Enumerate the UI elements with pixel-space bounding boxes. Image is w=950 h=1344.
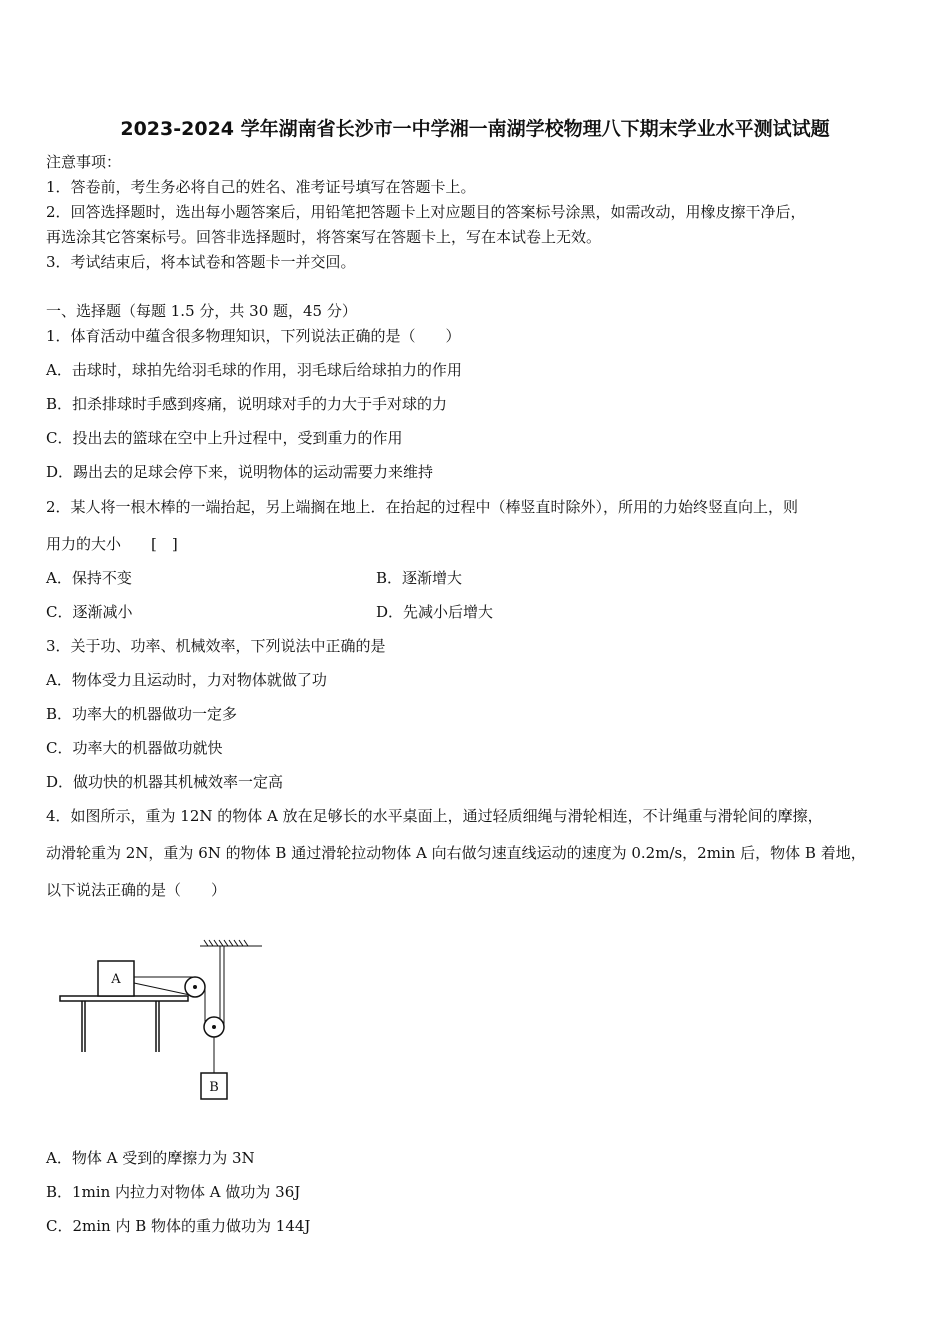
q1-stem: 1．体育活动中蕴含很多物理知识，下列说法正确的是（ ） — [46, 327, 461, 345]
q2-option-d: D．先减小后增大 — [376, 603, 494, 621]
q1-option-c: C．投出去的篮球在空中上升过程中，受到重力的作用 — [46, 429, 403, 447]
q1-option-d: D．踢出去的足球会停下来，说明物体的运动需要力来维持 — [46, 463, 434, 481]
q3-stem: 3．关于功、功率、机械效率，下列说法中正确的是 — [46, 637, 386, 655]
q4-stem-line1: 4．如图所示，重为 12N 的物体 A 放在足够长的水平桌面上，通过轻质细绳与滑轮相连，不计绳重与滑轮间的摩擦， — [46, 807, 823, 825]
notice-item: 3．考试结束后，将本试卷和答题卡一并交回。 — [46, 253, 356, 271]
q2-stem-line2: 用力的大小 [ ] — [46, 535, 178, 553]
block-a-label: A — [111, 972, 121, 987]
q1-option-a: A．击球时，球拍先给羽毛球的作用，羽毛球后给球拍力的作用 — [46, 361, 462, 379]
q4-option-b: B．1min 内拉力对物体 A 做功为 36J — [46, 1183, 301, 1201]
q3-option-d: D．做功快的机器其机械效率一定高 — [46, 773, 284, 791]
page-title: 2023-2024 学年湖南省长沙市一中学湘一南湖学校物理八下期末学业水平测试试题 — [120, 118, 830, 140]
table — [60, 996, 188, 1052]
block-b-label: B — [209, 1080, 219, 1095]
q2-option-a: A．保持不变 — [46, 569, 132, 587]
q4-stem-line3: 以下说法正确的是（ ） — [46, 881, 227, 899]
q1-option-b: B．扣杀排球时手感到疼痛，说明球对手的力大于手对球的力 — [46, 395, 448, 413]
q3-option-b: B．功率大的机器做功一定多 — [46, 705, 238, 723]
section-heading: 一、选择题（每题 1.5 分，共 30 题，45 分） — [46, 302, 357, 320]
q2-stem-line1: 2．某人将一根木棒的一端抬起，另上端搁在地上．在抬起的过程中（棒竖直时除外），所用的力始终竖直向上，则 — [46, 498, 799, 516]
q2-option-b: B．逐渐增大 — [376, 569, 463, 587]
notice-item: 1．答卷前，考生务必将自己的姓名、准考证号填写在答题卡上。 — [46, 178, 476, 196]
q2-option-c: C．逐渐减小 — [46, 603, 133, 621]
notice-item: 再选涂其它答案标号。回答非选择题时，将答案写在答题卡上，写在本试卷上无效。 — [46, 228, 602, 246]
q4-option-a: A．物体 A 受到的摩擦力为 3N — [46, 1149, 255, 1167]
q3-option-a: A．物体受力且运动时，力对物体就做了功 — [46, 671, 327, 689]
q3-option-c: C．功率大的机器做功就快 — [46, 739, 223, 757]
notice-item: 2．回答选择题时，选出每小题答案后，用铅笔把答题卡上对应题目的答案标号涂黑，如需改动，用橡皮擦干净后， — [46, 203, 806, 221]
q4-option-c: C．2min 内 B 物体的重力做功为 144J — [46, 1217, 311, 1235]
notice-heading: 注意事项： — [46, 153, 122, 171]
ceiling-hatch — [200, 940, 262, 946]
pulley-diagram — [50, 930, 280, 1105]
q4-stem-line2: 动滑轮重为 2N，重为 6N 的物体 B 通过滑轮拉动物体 A 向右做匀速直线运动的速度为 0.2m/s，2min 后，物体 B 着地， — [46, 844, 866, 862]
